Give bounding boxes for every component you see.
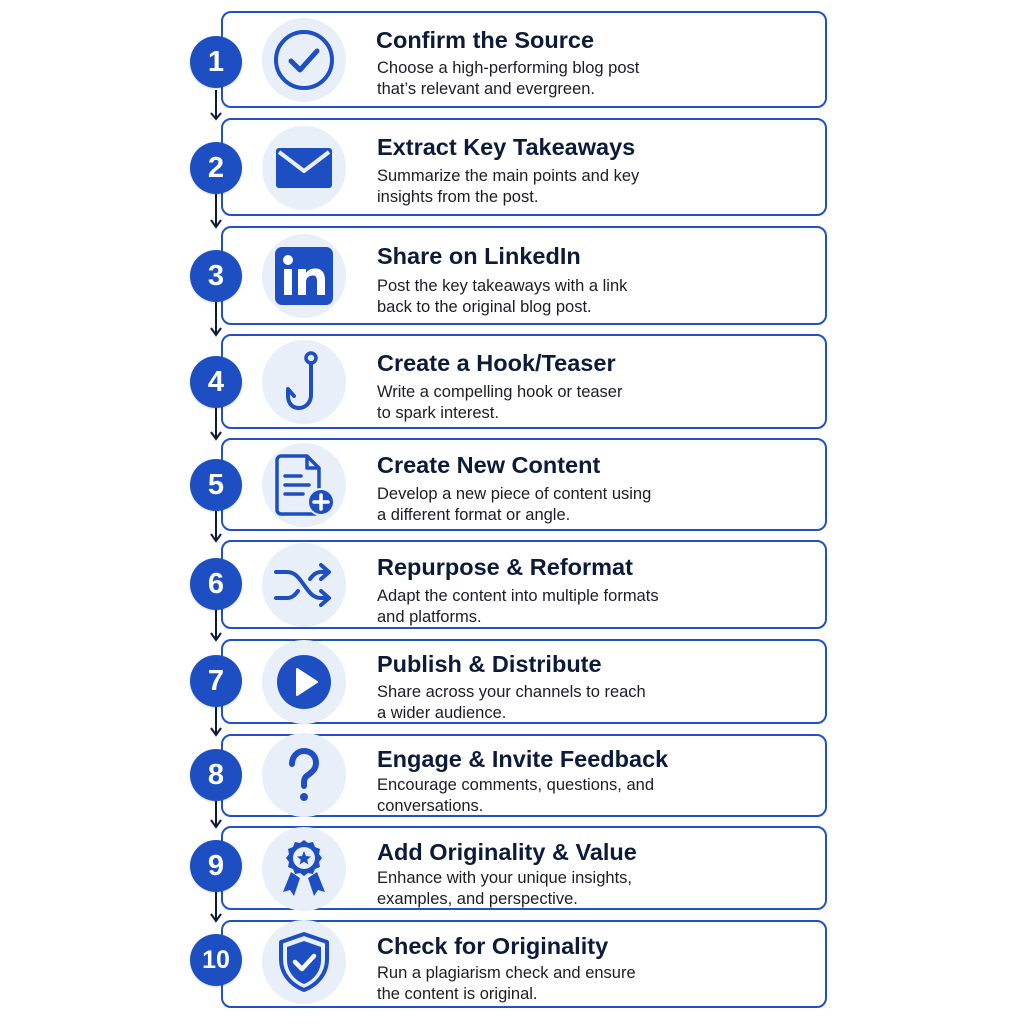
- step-3-icon-disc: [262, 234, 346, 318]
- step-desc-1: Choose a high-performing blog post that’s relevant and evergreen.: [377, 59, 640, 98]
- check-circle-icon: [273, 29, 335, 91]
- connector-1-2-arrow: [211, 100, 221, 119]
- step-title-9: Add Originality & Value: [377, 839, 637, 865]
- connector-9-10-arrow: [211, 892, 221, 921]
- step-10-icon-disc: [262, 920, 346, 1004]
- step-title-4: Create a Hook/Teaser: [377, 350, 616, 376]
- step-number-6: 6: [190, 558, 242, 610]
- document-add-icon: [273, 454, 335, 516]
- step-desc-6: Adapt the content into multiple formats and platforms.: [377, 587, 659, 626]
- connector-4-5-arrow: [211, 408, 221, 439]
- step-number-3: 3: [190, 250, 242, 302]
- step-number-5: 5: [190, 459, 242, 511]
- connector-6-7-arrow: [211, 609, 221, 640]
- step-title-5: Create New Content: [377, 452, 601, 478]
- step-6-icon-disc: [262, 543, 346, 627]
- step-desc-4: Write a compelling hook or teaser to spark interest.: [377, 383, 623, 422]
- step-title-3: Share on LinkedIn: [377, 243, 581, 269]
- fishing-hook-icon: [273, 351, 335, 413]
- step-number-4: 4: [190, 356, 242, 408]
- connector-5-6-arrow: [211, 511, 221, 541]
- step-title-2: Extract Key Takeaways: [377, 134, 636, 160]
- award-ribbon-icon: [273, 838, 335, 900]
- step-title-6: Repurpose & Reformat: [377, 554, 633, 580]
- step-9-icon-disc: [262, 827, 346, 911]
- connector-2-3-arrow: [211, 194, 221, 227]
- step-number-2: 2: [190, 142, 242, 194]
- shield-check-icon: [273, 931, 335, 993]
- step-title-7: Publish & Distribute: [377, 651, 602, 677]
- step-7-icon-disc: [262, 640, 346, 724]
- step-number-9: 9: [190, 840, 242, 892]
- step-desc-7: Share across your channels to reach a wider audience.: [377, 683, 646, 722]
- step-desc-5: Develop a new piece of content using a different format or angle.: [377, 485, 652, 524]
- linkedin-icon: [273, 245, 335, 307]
- step-number-7: 7: [190, 655, 242, 707]
- question-mark-icon: [273, 744, 335, 806]
- step-desc-10: Run a plagiarism check and ensure the content is original.: [377, 964, 636, 1003]
- shuffle-icon: [273, 554, 335, 616]
- step-number-1: 1: [190, 36, 242, 88]
- step-8-icon-disc: [262, 733, 346, 817]
- step-number-10: 10: [190, 934, 242, 986]
- step-1-icon-disc: [262, 18, 346, 102]
- step-4-icon-disc: [262, 340, 346, 424]
- envelope-icon: [273, 137, 335, 199]
- step-number-8: 8: [190, 749, 242, 801]
- step-title-1: Confirm the Source: [376, 27, 595, 53]
- step-2-icon-disc: [262, 126, 346, 210]
- step-desc-2: Summarize the main points and key insights from the post.: [377, 167, 640, 206]
- step-desc-8: Encourage comments, questions, and conversations.: [377, 776, 654, 815]
- step-desc-3: Post the key takeaways with a link back to the original blog post.: [377, 277, 628, 316]
- connector-7-8-arrow: [211, 707, 221, 735]
- step-desc-9: Enhance with your unique insights, examples, and perspective.: [377, 869, 632, 908]
- connector-3-4-arrow: [211, 302, 221, 335]
- step-title-10: Check for Originality: [377, 933, 609, 959]
- step-5-icon-disc: [262, 443, 346, 527]
- play-icon: [273, 651, 335, 713]
- step-title-8: Engage & Invite Feedback: [377, 746, 669, 772]
- connector-8-9-arrow: [211, 801, 221, 827]
